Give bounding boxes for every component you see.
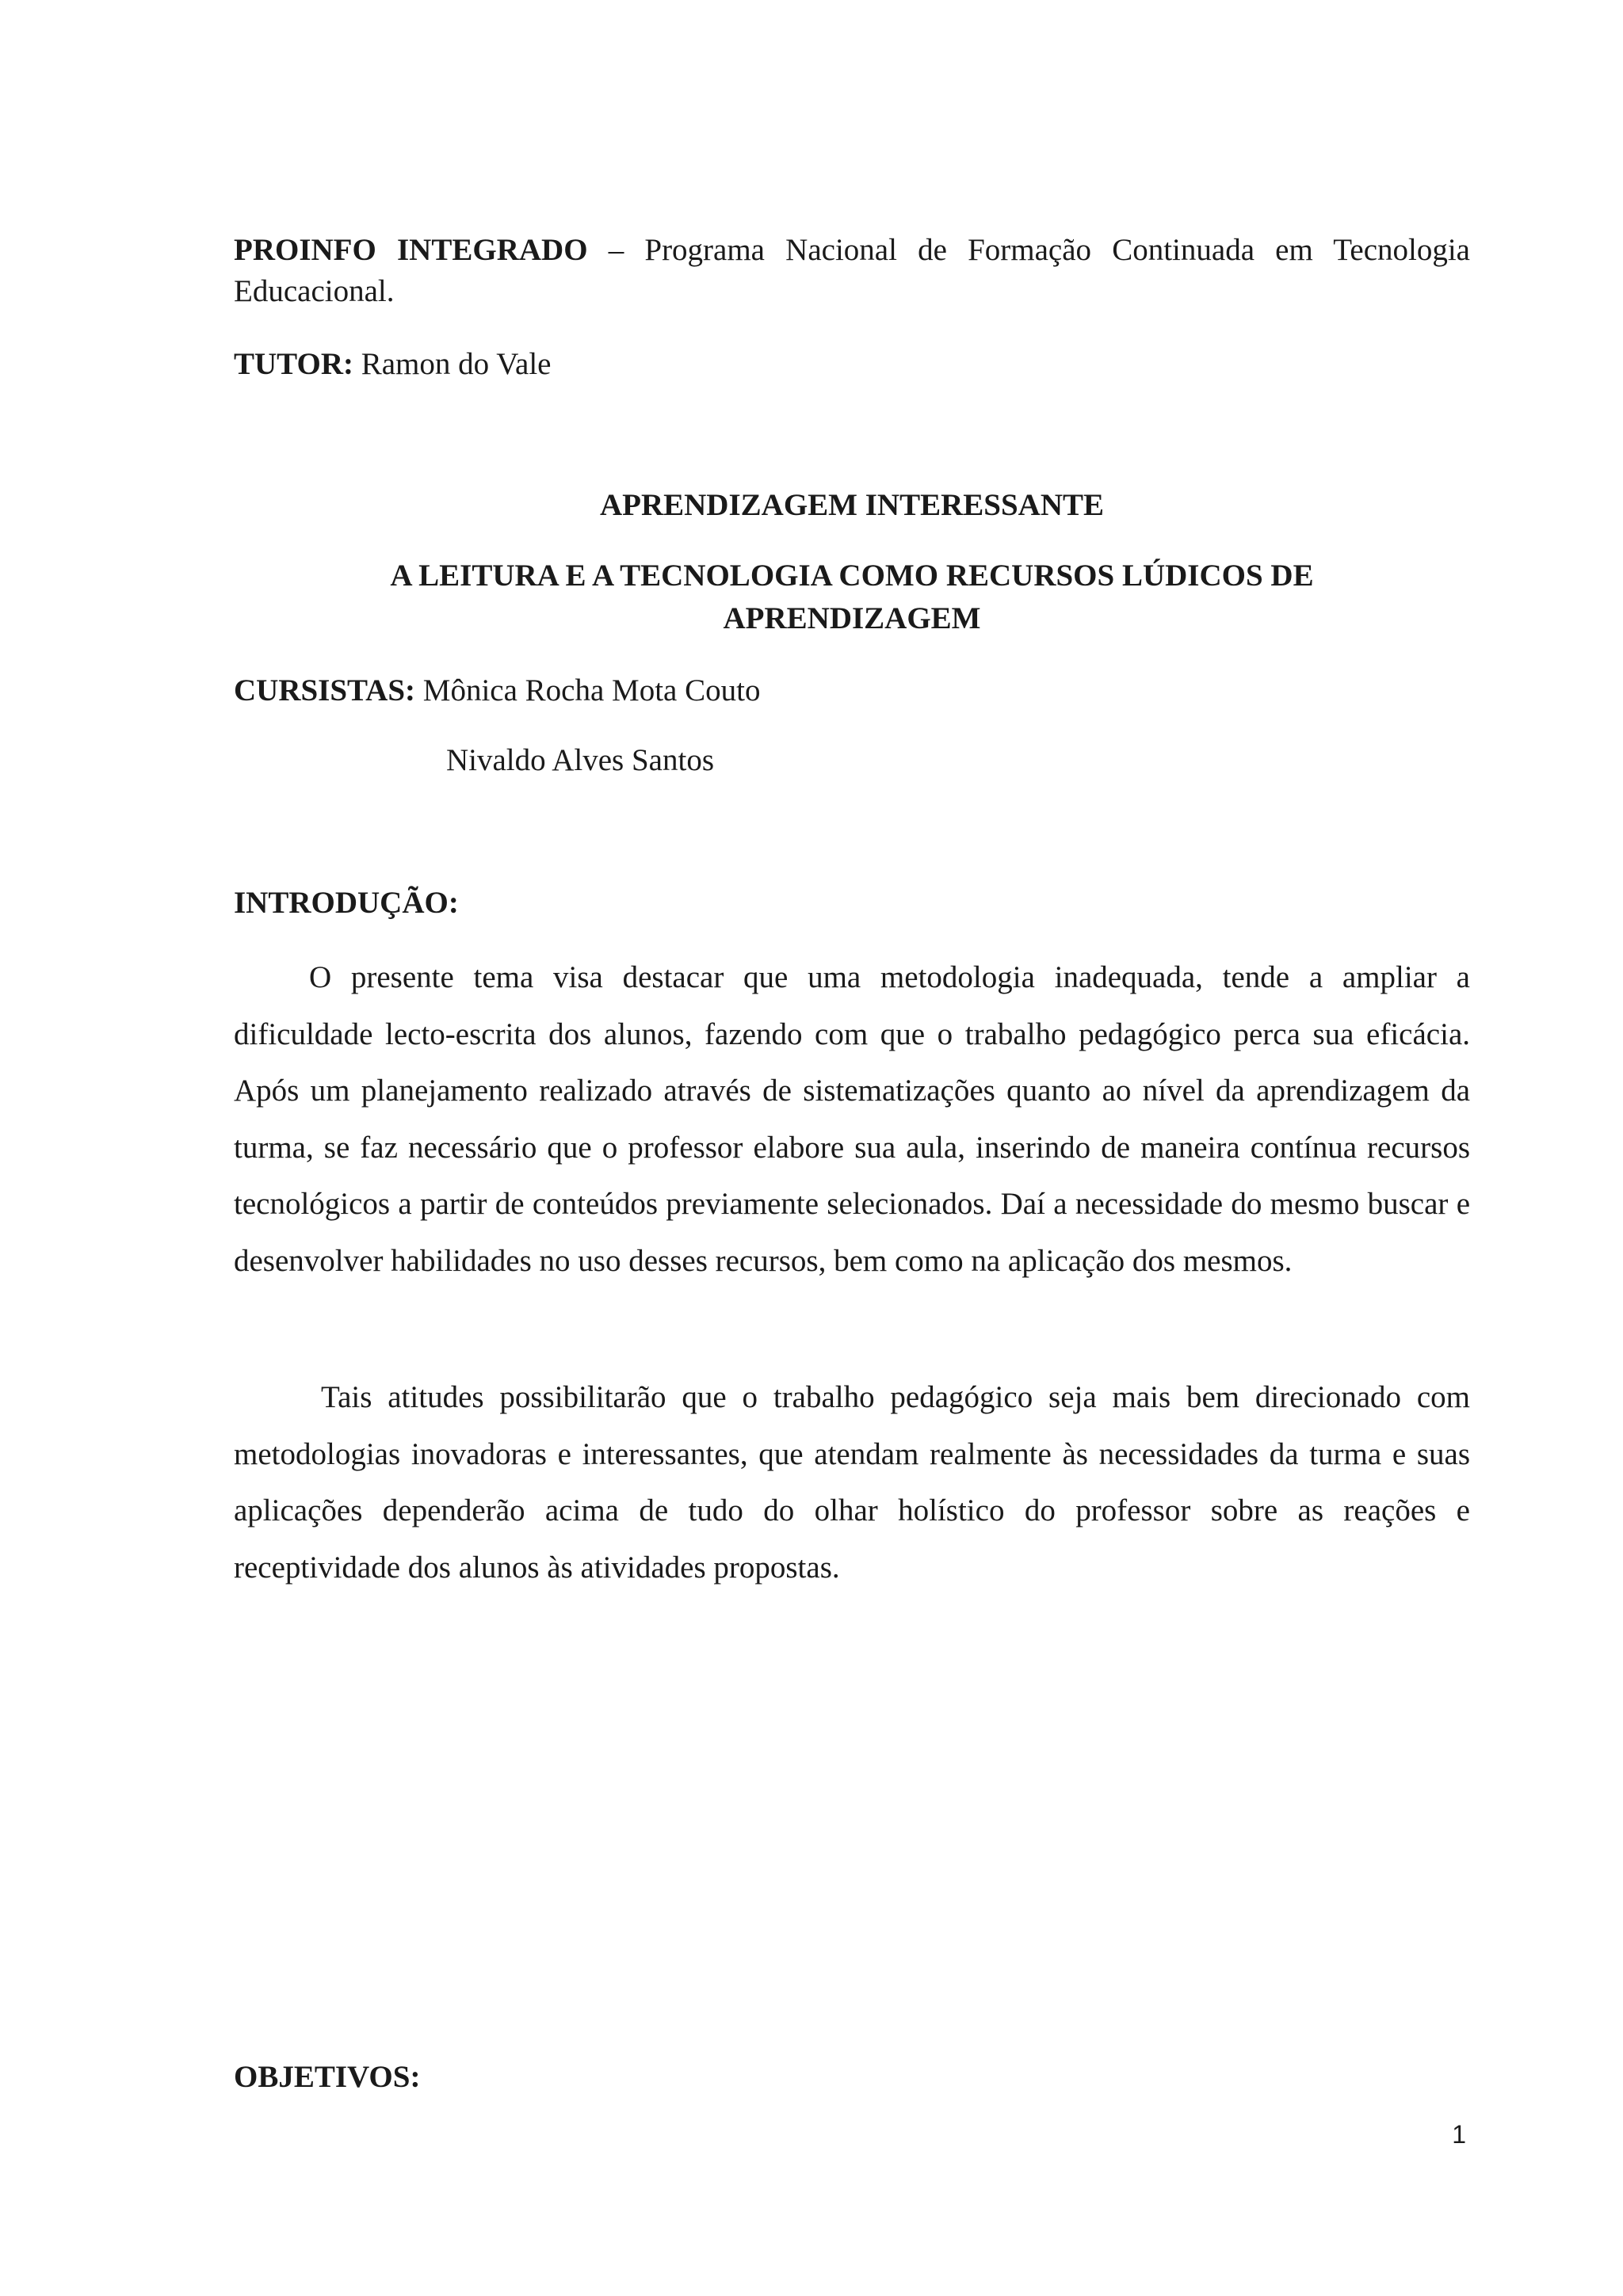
objetivos-heading: OBJETIVOS:: [234, 2060, 421, 2094]
tutor-line: [234, 344, 1470, 385]
cursistas-line: [234, 670, 1470, 711]
page-number: 1: [1452, 2120, 1466, 2149]
program-description: – Programa Nacional de Formação Continuada em Tecnologia Educacional.: [234, 233, 1470, 308]
program-label: PROINFO INTEGRADO: [234, 233, 588, 267]
document-title: APRENDIZAGEM INTERESSANTE: [599, 488, 1105, 522]
cursistas-label: CURSISTAS:: [234, 673, 416, 707]
tutor-label: TUTOR:: [234, 347, 353, 381]
program-header: [234, 230, 1470, 312]
cursista-name-2: Nivaldo Alves Santos: [446, 743, 714, 777]
introducao-heading: INTRODUÇÃO:: [234, 886, 459, 920]
introducao-paragraph-1: O presente tema visa destacar que uma metodologia inadequada, tende a ampliar a dificuldade lecto-escrita dos alunos, fazendo com que o trabalho pedagógico perca sua eficácia. Após um planejamento realizado através de sistematizações quanto ao nível da aprendizagem da turma, se faz necessário que o professor elabore sua aula, inserindo de maneira contínua recursos tecnológicos a partir de conteúdos previamente selecionados. Daí a necessidade do mesmo buscar e desenvolver habilidades no uso desses recursos, bem como na aplicação dos mesmos.: [234, 960, 1470, 1278]
tutor-name: Ramon do Vale: [353, 347, 552, 381]
document-subtitle: A LEITURA E A TECNOLOGIA COMO RECURSOS LÚDICOS DE APRENDIZAGEM: [390, 559, 1314, 635]
cursista-name-1: Mônica Rocha Mota Couto: [415, 673, 761, 707]
introducao-paragraph-2: Tais atitudes possibilitarão que o trabalho pedagógico seja mais bem direcionado com metodologias inovadoras e interessantes, que atendam realmente às necessidades da turma e suas aplicações dependerão acima de tudo do olhar holístico do professor sobre as reações e receptividade dos alunos às atividades propostas.: [234, 1380, 1470, 1585]
